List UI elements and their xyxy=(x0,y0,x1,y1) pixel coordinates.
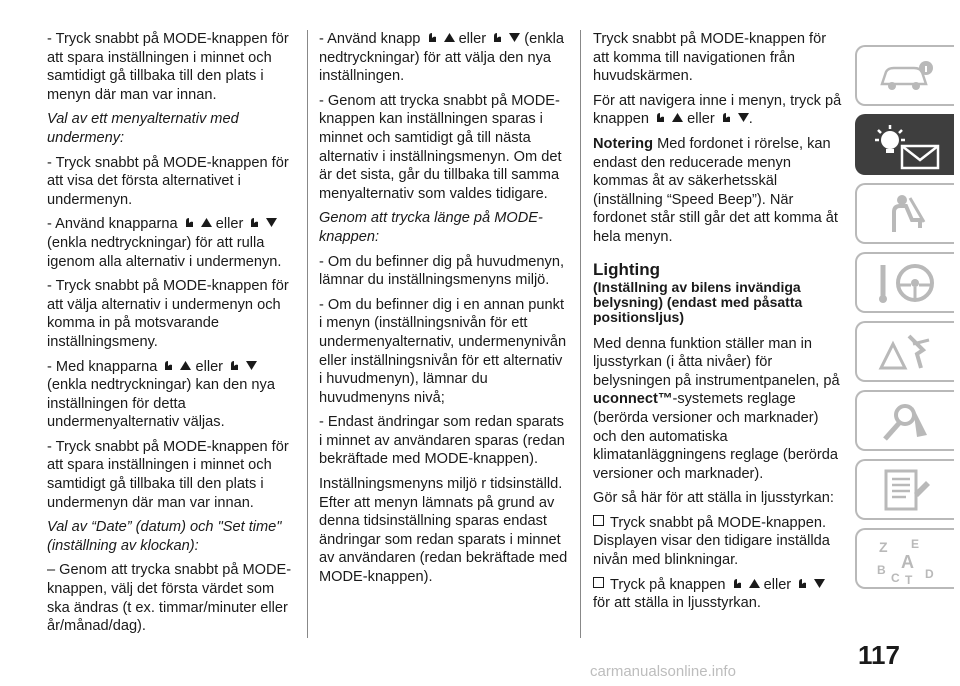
tab-technical-data[interactable] xyxy=(855,459,954,520)
up-button-icon xyxy=(653,110,683,124)
down-button-icon xyxy=(227,358,257,372)
tab-emergency[interactable] xyxy=(855,321,954,382)
text: - Använd knapp xyxy=(319,31,421,47)
bullet-box-icon xyxy=(593,515,604,526)
svg-text:E: E xyxy=(910,536,919,551)
up-button-icon xyxy=(182,215,212,229)
paragraph xyxy=(593,335,843,484)
down-button-icon xyxy=(795,576,825,590)
up-button-icon xyxy=(730,576,760,590)
page-number: 117 xyxy=(858,640,900,670)
text: - Använd knapparna xyxy=(47,216,178,233)
paragraph: Gör så här för att ställa in ljusstyrkan: xyxy=(593,490,834,507)
maintenance-icon xyxy=(871,399,941,443)
car-info-icon xyxy=(876,56,936,96)
column-divider xyxy=(580,30,581,638)
down-button-icon xyxy=(247,215,277,229)
paragraph: - Om du befinner dig på huvudmenyn, lämnar du inställningsmenyns miljö. xyxy=(319,253,564,289)
italic-heading: Val av ett menyalternativ med undermeny: xyxy=(47,111,239,146)
watermark: carmanualsonline.info xyxy=(590,663,736,680)
note xyxy=(593,135,843,247)
note-text: Med fordonet i rörelse, kan endast den reducerade menyn kommas åt av säkerhetsskäl (inställning “Speed Beep”). När fordonet står still går det att komma åt hela menyn. xyxy=(593,135,838,245)
down-button-icon xyxy=(490,30,520,44)
brand-name: uconnect™ xyxy=(593,391,673,408)
up-button-icon xyxy=(161,358,191,372)
italic-heading: Val av “Date” (datum) och "Set time" (inställning av klockan): xyxy=(47,519,282,554)
paragraph: - Endast ändringar som redan sparats i minnet av användaren sparas (redan bekräftade med MODE-knappen). xyxy=(319,414,565,468)
tab-car-info[interactable] xyxy=(855,45,954,106)
paragraph: - Tryck snabbt på MODE-knappen för att välja alternativ i undermenyn och komma in på motsvarande inställningsmeny. xyxy=(47,278,289,350)
tab-starting-driving[interactable] xyxy=(855,252,954,313)
paragraph: Inställningsmenyns miljö r tidsinställd. Efter att menyn lämnats på grund av denna tidsinställning sparas endast ändringar som redan sparats i minnet av användaren (redan bekräftade med MODE-knappen). xyxy=(319,476,568,586)
text: eller xyxy=(195,358,224,375)
paragraph xyxy=(47,358,293,432)
text-column-3 xyxy=(593,30,843,619)
paragraph: - Genom att trycka snabbt på MODE-knappen kan inställningen sparas i minnet och samtidigt gå till nästa alternativ i inställningsmenyn. Om det är det sista, går du tillbaka till samma menyalternativ som valdes tidigare. xyxy=(319,92,562,202)
seat-airbag-icon xyxy=(876,192,936,236)
svg-text:C: C xyxy=(890,570,900,584)
svg-text:B: B xyxy=(876,562,886,577)
text: Tryck snabbt på MODE-knappen. Displayen visar den tidigare inställda nivån med blinkningar. xyxy=(593,514,830,569)
roadside-warning-icon xyxy=(871,330,941,374)
paragraph: - Tryck snabbt på MODE-knappen för att spara inställningen i minnet och samtidigt gå tillbaka till den plats i undermenyn där man var innan. xyxy=(47,438,289,511)
text: eller xyxy=(687,111,715,128)
text-column-2 xyxy=(319,30,569,593)
steering-wheel-key-icon xyxy=(871,261,941,305)
paragraph xyxy=(319,30,569,86)
tab-safety[interactable] xyxy=(855,183,954,244)
tab-warning-lights[interactable] xyxy=(855,114,954,175)
paragraph xyxy=(593,92,843,129)
paragraph: Tryck snabbt på MODE-knappen för att komma till navigationen från huvudskärmen. xyxy=(593,31,827,85)
paragraph: – Genom att trycka snabbt på MODE-knappen, välj det första värdet som ska ändras (t ex. timmar/minuter eller år/månad/dag). xyxy=(47,562,292,635)
list-item xyxy=(593,514,843,570)
tab-index[interactable] xyxy=(855,528,954,589)
section-heading: Lighting xyxy=(593,259,661,279)
warning-light-message-icon xyxy=(866,120,946,170)
text: (enkla nedtryckningar) kan den nya inställningen för detta undermenyalternativ väljas. xyxy=(47,377,275,431)
svg-text:D: D xyxy=(924,566,934,581)
paragraph xyxy=(47,215,293,271)
technical-data-icon xyxy=(876,467,936,513)
text: (enkla nedtryckningar) för att rulla igenom alla alternativ i undermenyn. xyxy=(47,234,282,270)
italic-heading: Genom att trycka länge på MODE-knappen: xyxy=(319,210,543,245)
text: - Med knapparna xyxy=(47,358,158,375)
text: (enkla nedtryckningar) för att välja den nya inställningen. xyxy=(319,31,565,85)
svg-text:T: T xyxy=(904,572,912,584)
note-label: Notering xyxy=(593,135,653,152)
text: Med denna funktion ställer man in ljusstyrkan (i åtta nivåer) för belysningen på instrumentpanelen, på xyxy=(593,335,840,389)
text: Tryck på knappen xyxy=(610,576,726,593)
alphabetical-index-icon xyxy=(871,534,941,584)
column-divider xyxy=(307,30,308,638)
text: För att navigera inne i menyn, tryck på knappen xyxy=(593,92,842,128)
svg-text:A: A xyxy=(900,551,914,572)
text: eller xyxy=(763,576,792,593)
chapter-tabs xyxy=(855,45,960,597)
bullet-box-icon xyxy=(593,577,604,588)
paragraph: - Tryck snabbt på MODE-knappen för att spara inställningen i minnet och samtidigt gå tillbaka till den plats i menyn där man var innan. xyxy=(47,31,289,103)
text: eller xyxy=(458,31,487,47)
text-column-1 xyxy=(47,30,293,642)
paragraph: - Om du befinner dig i en annan punkt i menyn (inställningsnivån för ett undermenyalternativ, undermenynivån eller inställningsnivån för ett alternativ i huvudmenyn), lämnar du huvudmenyns nivå; xyxy=(319,296,567,406)
paragraph: - Tryck snabbt på MODE-knappen för att visa det första alternativet i undermenyn. xyxy=(47,154,289,208)
svg-text:Z: Z xyxy=(878,538,888,555)
up-button-icon xyxy=(425,30,455,44)
down-button-icon xyxy=(719,110,749,124)
section-subheading: (Inställning av bilens invändiga belysning) (endast med påsatta positionsljus) xyxy=(593,278,803,325)
text: för att ställa in ljusstyrkan. xyxy=(593,595,761,612)
list-item xyxy=(593,576,843,613)
tab-maintenance[interactable] xyxy=(855,390,954,451)
text: . xyxy=(748,111,753,128)
text: eller xyxy=(215,216,244,233)
text: -systemets reglage (berörda versioner och marknader) och den automatiska klimatanläggningens reglage (berörda versioner och marknader). xyxy=(593,391,839,482)
